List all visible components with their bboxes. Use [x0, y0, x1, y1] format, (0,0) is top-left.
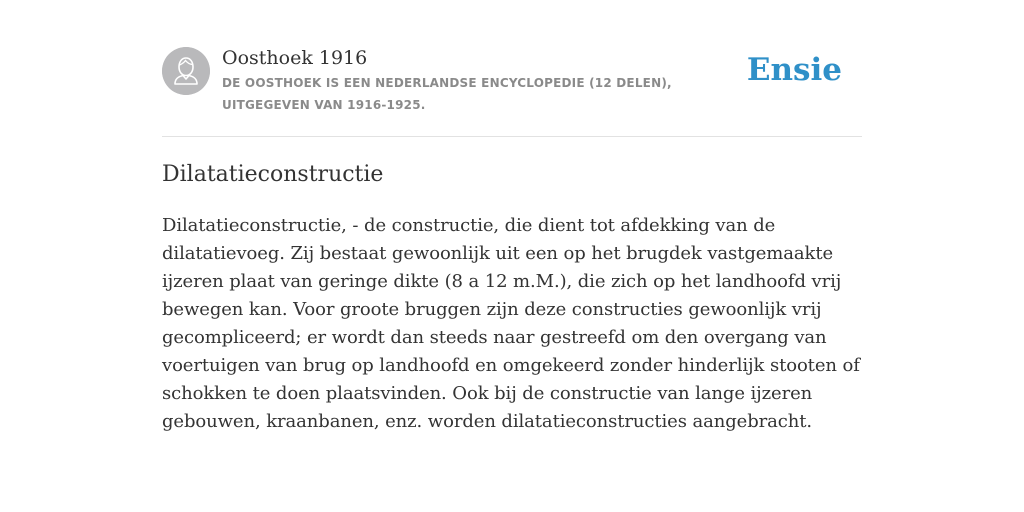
- source-header: [162, 44, 862, 137]
- source-title[interactable]: Oosthoek 1916: [222, 47, 368, 69]
- user-avatar-icon[interactable]: [162, 47, 210, 95]
- entry-title: Dilatatieconstructie: [162, 162, 384, 187]
- entry-body: Dilatatieconstructie, - de constructie, die dient tot afdekking van de dilatatievoeg. Zij bestaat gewoonlijk uit een op het brugdek vastgemaakte ijzeren plaat van geringe dikte (8 a 12 m.M.), die zich op het landhoofd vrij bewegen kan. Voor groote bruggen zijn deze constructies gewoonlijk vrij gecompliceerd; er wordt dan steeds naar gestreefd om den overgang van voertuigen van brug op landhoofd en omgekeerd zonder hinderlijk stooten of schokken te doen plaatsvinden. Ook bij de constructie van lange ijzeren gebouwen, kraanbanen, enz. worden dilatatieconstructies aangebracht.: [162, 215, 860, 432]
- ensie-logo[interactable]: Ensie: [746, 52, 842, 88]
- source-description: DE OOSTHOEK IS EEN NEDERLANDSE ENCYCLOPEDIE (12 DELEN), UITGEGEVEN VAN 1916-1925.: [222, 76, 672, 112]
